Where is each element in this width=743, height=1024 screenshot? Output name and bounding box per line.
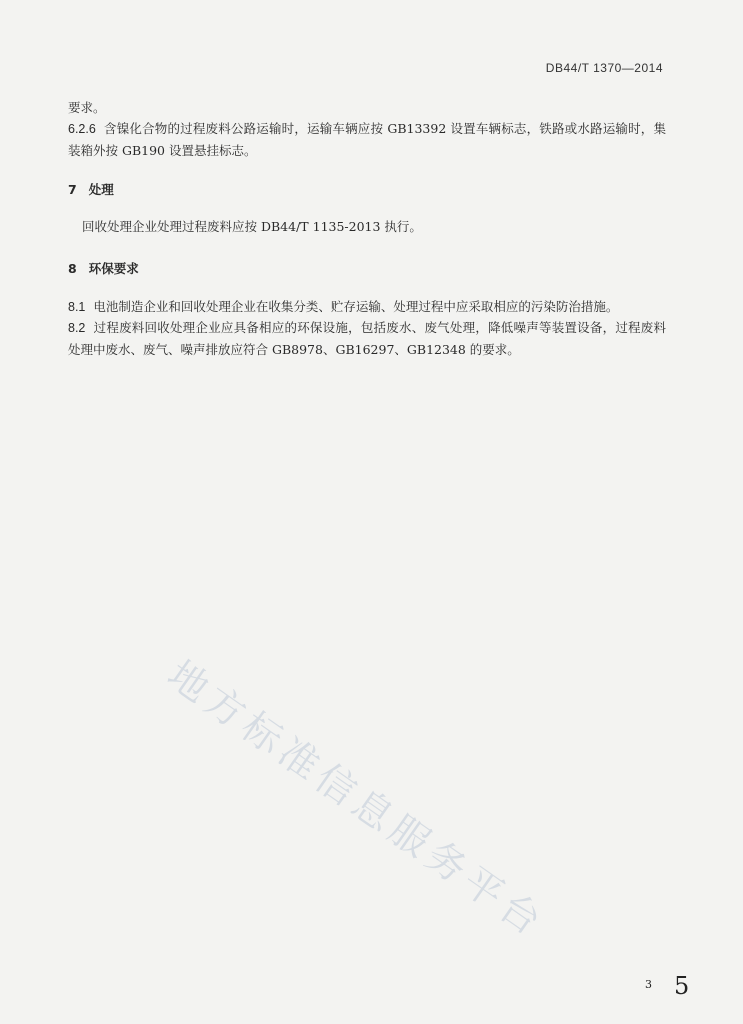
clause-text: 含镍化合物的过程废料公路运输时，运输车辆应按 GB13392 设置车辆标志，铁路或水路运输时，集装箱外按 GB190 设置悬挂标志。	[68, 121, 666, 158]
continued-text: 要求。	[68, 100, 106, 115]
clause-6-2-6	[68, 118, 666, 161]
clause-text: 电池制造企业和回收处理企业在收集分类、贮存运输、处理过程中应采取相应的污染防治措施。	[93, 299, 619, 314]
clause-number: 8.1	[68, 300, 86, 314]
clause-number: 8.2	[68, 321, 86, 335]
clause-text: 过程废料回收处理企业应具备相应的环保设施，包括废水、废气处理，降低噪声等装置设备，过程废料处理中废水、废气、噪声排放应符合 GB8978、GB16297、GB12348 的要求。	[68, 320, 666, 357]
page-number: 3	[645, 978, 652, 991]
section-7-paragraph: 回收处理企业处理过程废料应按 DB44/T 1135-2013 执行。	[82, 219, 422, 234]
clause-number: 6.2.6	[68, 122, 96, 136]
section-title: 环保要求	[88, 261, 139, 276]
section-heading-8	[68, 259, 139, 277]
clause-8-1	[68, 296, 666, 318]
clause-8-2	[68, 317, 666, 360]
section-title: 处理	[88, 182, 114, 197]
section-heading-7	[68, 180, 114, 198]
section-number: 7	[68, 182, 77, 197]
sheet-number: 5	[674, 972, 690, 1000]
section-number: 8	[68, 261, 77, 276]
watermark: 地方标准信息服务平台	[159, 652, 554, 948]
document-code: DB44/T 1370—2014	[545, 61, 663, 75]
